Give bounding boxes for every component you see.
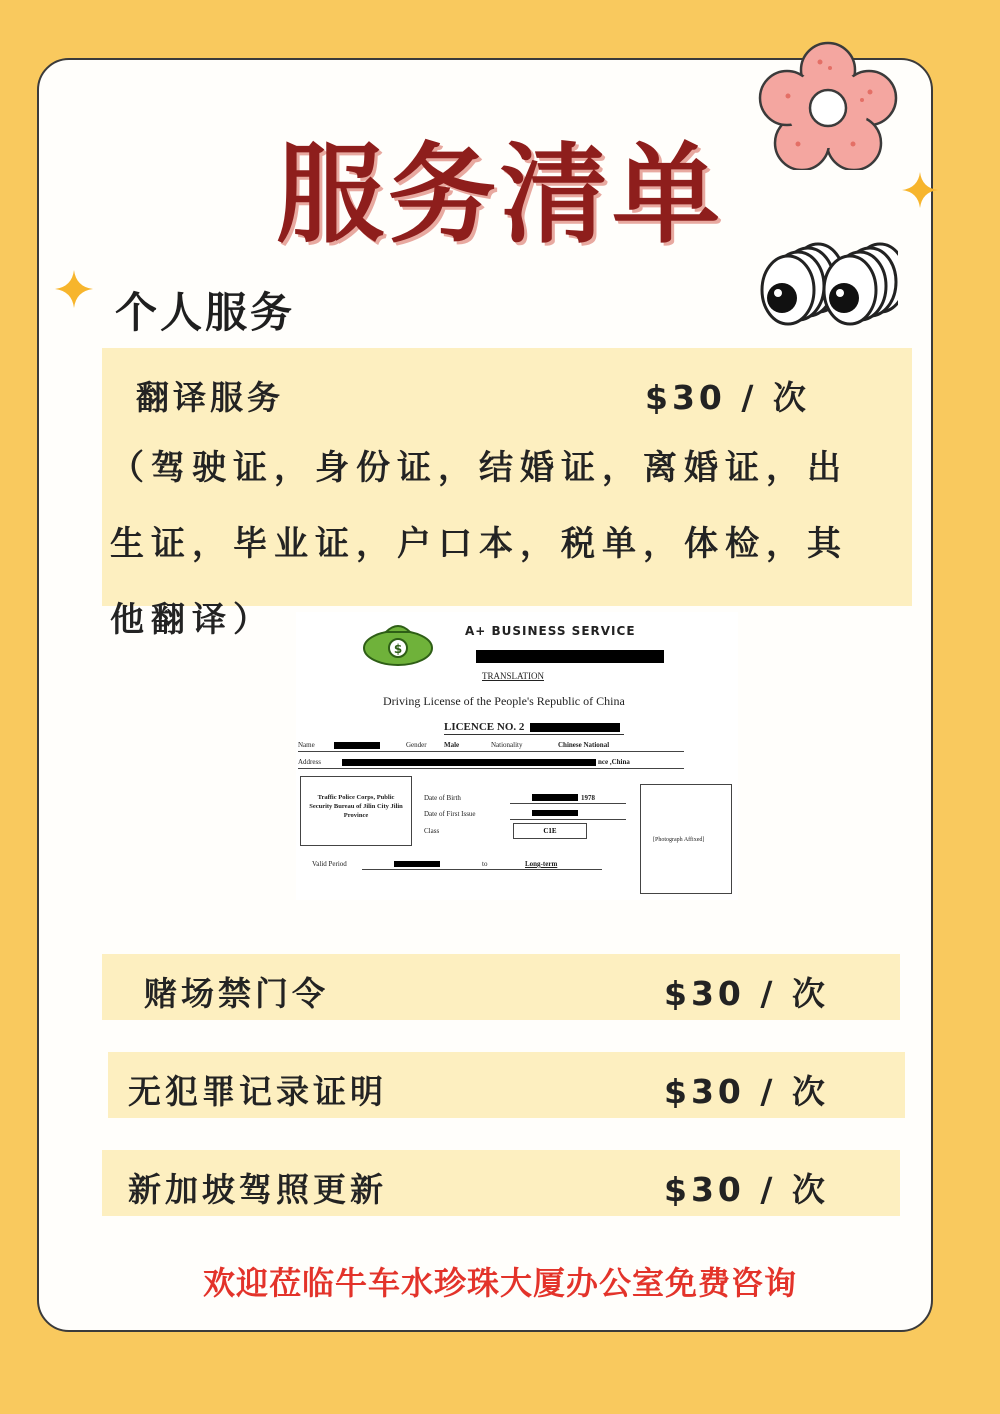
address-label: Address bbox=[298, 758, 321, 766]
first-issue-label: Date of First Issue bbox=[424, 810, 476, 818]
dob-label: Date of Birth bbox=[424, 794, 461, 802]
redaction-bar bbox=[532, 810, 578, 816]
doc-title: Driving License of the People's Republic of China bbox=[383, 694, 625, 708]
gender-label: Gender bbox=[406, 741, 427, 749]
gender-value: Male bbox=[444, 741, 460, 749]
nationality-label: Nationality bbox=[491, 741, 523, 749]
service-row bbox=[102, 1150, 900, 1216]
nationality-value: Chinese National bbox=[558, 741, 610, 749]
valid-to: to bbox=[482, 860, 488, 868]
issuer-text: Traffic Police Corps, Public Security Bureau of Jilin City Jilin Province bbox=[309, 794, 403, 819]
service-name: 赌场禁门令 bbox=[144, 974, 329, 1013]
class-value: C1E bbox=[513, 823, 587, 839]
money-bag-logo bbox=[360, 618, 436, 668]
svg-text:$: $ bbox=[393, 642, 403, 656]
dob-year: 1978 bbox=[581, 794, 595, 802]
photo-box bbox=[640, 784, 732, 894]
service-row bbox=[108, 1052, 905, 1118]
name-label: Name bbox=[298, 741, 315, 749]
section-title: 个人服务 bbox=[115, 288, 296, 337]
sparkle-icon bbox=[55, 270, 93, 308]
licence-label: LICENCE NO. 2 bbox=[444, 721, 525, 733]
issuer-box bbox=[300, 776, 412, 846]
service-price: $30 / 次 bbox=[664, 974, 829, 1013]
service-row bbox=[102, 954, 900, 1020]
service-name: 新加坡驾照更新 bbox=[128, 1170, 387, 1209]
address-end: nce ,China bbox=[598, 758, 630, 766]
redaction-bar bbox=[476, 650, 664, 663]
valid-value: Long-term bbox=[525, 860, 558, 868]
doc-heading: TRANSLATION bbox=[482, 671, 544, 681]
service-price: $30 / 次 bbox=[664, 1170, 829, 1209]
redaction-bar bbox=[394, 861, 440, 867]
service-price: $30 / 次 bbox=[664, 1072, 829, 1111]
redaction-bar bbox=[342, 759, 596, 766]
service-name: 翻译服务 bbox=[136, 378, 284, 417]
redaction-bar bbox=[532, 794, 578, 801]
service-price: $30 / 次 bbox=[645, 378, 810, 417]
company-name: A+ BUSINESS SERVICE bbox=[465, 624, 636, 638]
service-name: 无犯罪记录证明 bbox=[128, 1072, 387, 1111]
page-title: 服务清单 bbox=[275, 133, 724, 258]
photo-label: [Photograph Affixed] bbox=[653, 837, 705, 843]
redaction-bar bbox=[530, 723, 620, 732]
redaction-bar bbox=[334, 742, 380, 749]
valid-label: Valid Period bbox=[312, 860, 347, 868]
sample-document bbox=[296, 612, 738, 900]
class-label: Class bbox=[424, 827, 440, 835]
footer-note: 欢迎莅临牛车水珍珠大厦办公室免费咨询 bbox=[202, 1264, 797, 1302]
service-detail: （驾驶证，身份证，结婚证，离婚证，出生证，毕业证，户口本，税单，体检，其他翻译） bbox=[110, 448, 848, 640]
